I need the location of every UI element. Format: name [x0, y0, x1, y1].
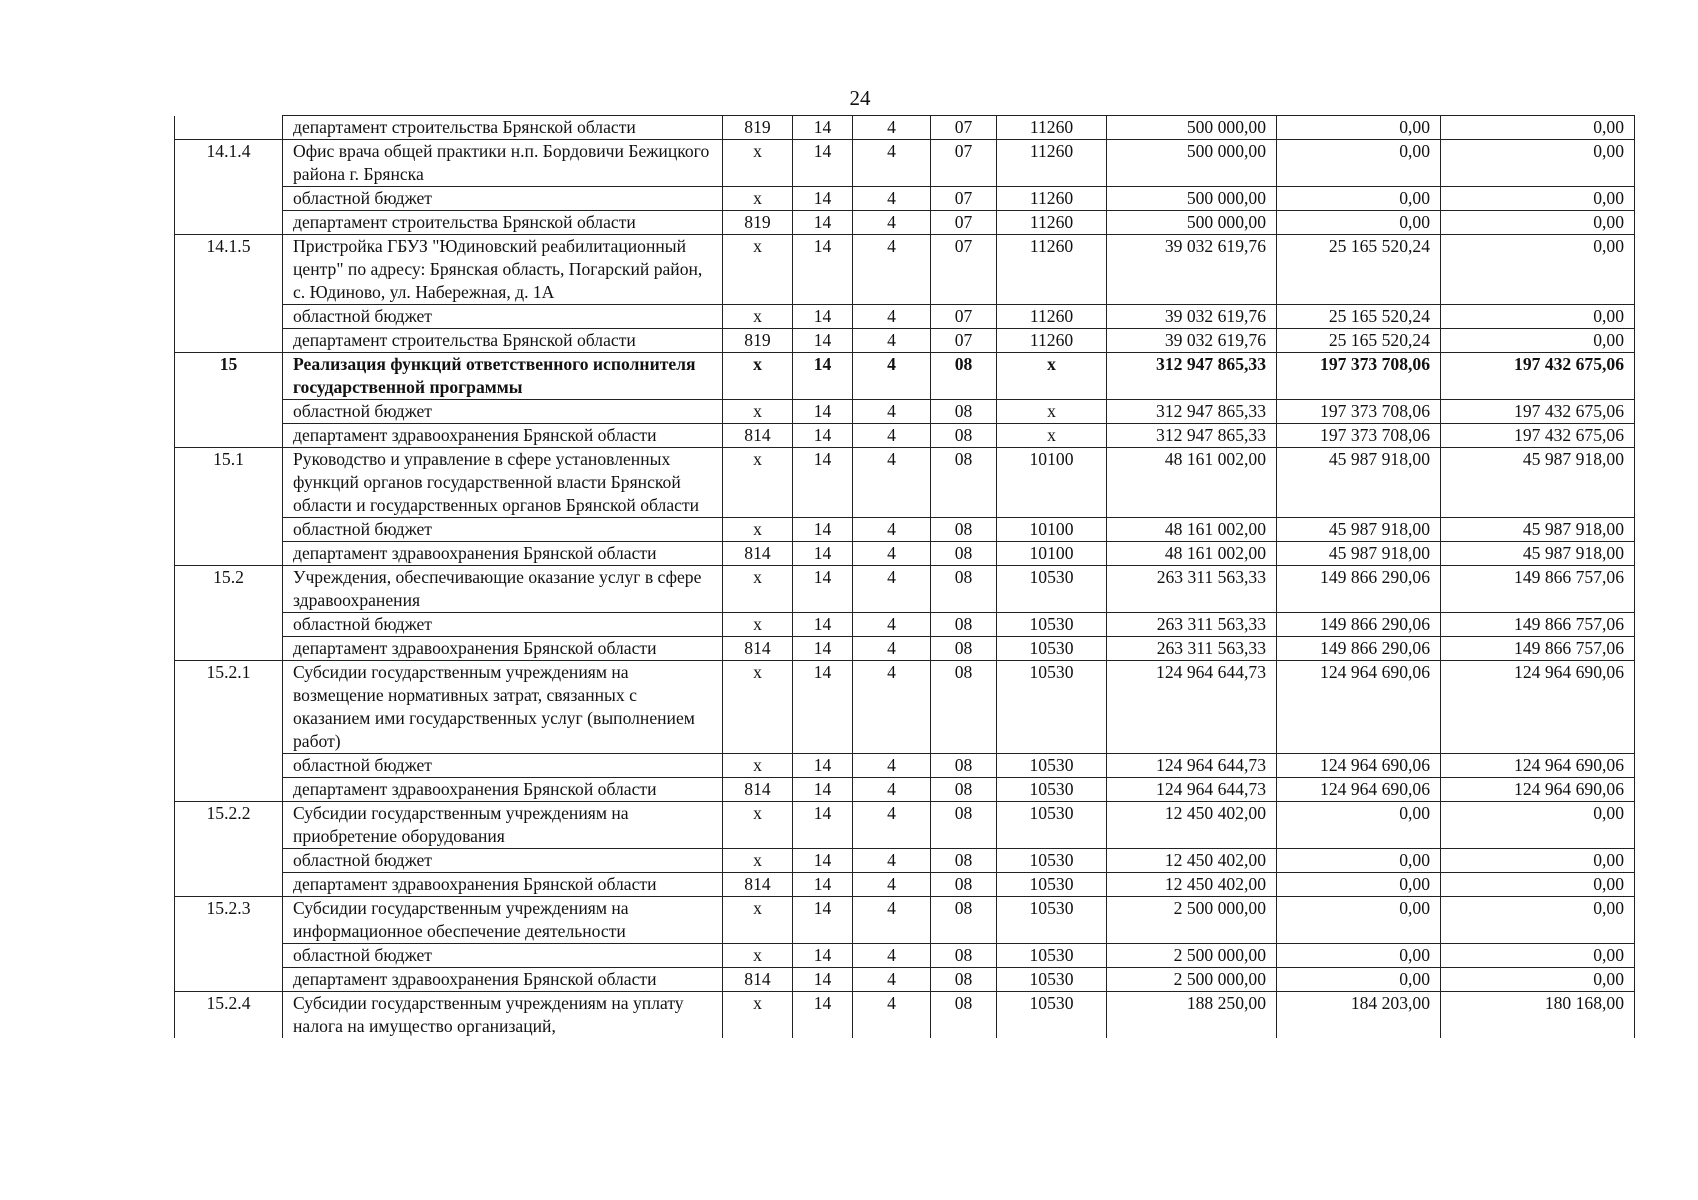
row-number-cell: 15.2.3 [175, 897, 283, 944]
amount-year3-cell: 0,00 [1441, 140, 1635, 187]
admin-code-cell: х [723, 235, 793, 305]
table-row [175, 518, 1635, 542]
table-row [175, 849, 1635, 873]
amount-year1-cell: 12 450 402,00 [1107, 873, 1277, 897]
admin-code-cell: 819 [723, 211, 793, 235]
subprogram-code-cell: 4 [853, 661, 931, 754]
direction-code-cell: 10530 [997, 637, 1107, 661]
row-name-cell: департамент строительства Брянской области [283, 211, 723, 235]
row-number-cell: 14.1.4 [175, 140, 283, 187]
amount-year2-cell: 45 987 918,00 [1277, 518, 1441, 542]
row-name-cell: областной бюджет [283, 305, 723, 329]
row-name-cell: областной бюджет [283, 754, 723, 778]
amount-year1-cell: 188 250,00 [1107, 992, 1277, 1039]
amount-year1-cell: 12 450 402,00 [1107, 802, 1277, 849]
main-event-code-cell: 08 [931, 992, 997, 1039]
direction-code-cell: х [997, 353, 1107, 400]
program-code-cell: 14 [793, 518, 853, 542]
admin-code-cell: х [723, 849, 793, 873]
main-event-code-cell: 07 [931, 329, 997, 353]
table-row [175, 968, 1635, 992]
page-number: 24 [849, 86, 871, 110]
subprogram-code-cell: 4 [853, 802, 931, 849]
row-number-cell: 15.2.1 [175, 661, 283, 754]
amount-year2-cell: 0,00 [1277, 897, 1441, 944]
amount-year3-cell: 0,00 [1441, 116, 1635, 140]
row-number-cell [175, 637, 283, 661]
subprogram-code-cell: 4 [853, 211, 931, 235]
amount-year3-cell: 149 866 757,06 [1441, 613, 1635, 637]
direction-code-cell: 11260 [997, 235, 1107, 305]
subprogram-code-cell: 4 [853, 424, 931, 448]
admin-code-cell: 814 [723, 424, 793, 448]
amount-year1-cell: 48 161 002,00 [1107, 448, 1277, 518]
amount-year3-cell: 45 987 918,00 [1441, 542, 1635, 566]
amount-year1-cell: 263 311 563,33 [1107, 613, 1277, 637]
admin-code-cell: 814 [723, 873, 793, 897]
direction-code-cell: 11260 [997, 305, 1107, 329]
table-row [175, 613, 1635, 637]
main-event-code-cell: 08 [931, 778, 997, 802]
program-code-cell: 14 [793, 187, 853, 211]
row-number-cell: 15.2 [175, 566, 283, 613]
main-event-code-cell: 08 [931, 849, 997, 873]
amount-year3-cell: 0,00 [1441, 849, 1635, 873]
main-event-code-cell: 07 [931, 235, 997, 305]
program-code-cell: 14 [793, 754, 853, 778]
direction-code-cell: 10530 [997, 661, 1107, 754]
admin-code-cell: х [723, 400, 793, 424]
direction-code-cell: 10100 [997, 448, 1107, 518]
subprogram-code-cell: 4 [853, 637, 931, 661]
amount-year3-cell: 0,00 [1441, 802, 1635, 849]
program-code-cell: 14 [793, 613, 853, 637]
main-event-code-cell: 07 [931, 211, 997, 235]
amount-year2-cell: 0,00 [1277, 187, 1441, 211]
amount-year2-cell: 45 987 918,00 [1277, 542, 1441, 566]
direction-code-cell: 10100 [997, 542, 1107, 566]
subprogram-code-cell: 4 [853, 944, 931, 968]
main-event-code-cell: 08 [931, 968, 997, 992]
amount-year1-cell: 39 032 619,76 [1107, 235, 1277, 305]
subprogram-code-cell: 4 [853, 897, 931, 944]
amount-year2-cell: 25 165 520,24 [1277, 329, 1441, 353]
table-row [175, 542, 1635, 566]
direction-code-cell: х [997, 424, 1107, 448]
row-name-cell: департамент здравоохранения Брянской области [283, 778, 723, 802]
program-code-cell: 14 [793, 778, 853, 802]
table-row [175, 305, 1635, 329]
direction-code-cell: 10530 [997, 944, 1107, 968]
amount-year1-cell: 500 000,00 [1107, 140, 1277, 187]
admin-code-cell: х [723, 305, 793, 329]
admin-code-cell: х [723, 992, 793, 1039]
budget-table [174, 115, 1635, 1038]
row-name-cell: областной бюджет [283, 187, 723, 211]
main-event-code-cell: 08 [931, 944, 997, 968]
subprogram-code-cell: 4 [853, 613, 931, 637]
amount-year2-cell: 124 964 690,06 [1277, 778, 1441, 802]
subprogram-code-cell: 4 [853, 873, 931, 897]
program-code-cell: 14 [793, 211, 853, 235]
main-event-code-cell: 07 [931, 305, 997, 329]
admin-code-cell: 814 [723, 968, 793, 992]
table-row [175, 187, 1635, 211]
subprogram-code-cell: 4 [853, 353, 931, 400]
amount-year2-cell: 25 165 520,24 [1277, 235, 1441, 305]
subprogram-code-cell: 4 [853, 542, 931, 566]
amount-year3-cell: 180 168,00 [1441, 992, 1635, 1039]
row-number-cell [175, 542, 283, 566]
row-name-cell: Субсидии государственным учреждениям на уплату налога на имущество организаций, [283, 992, 723, 1039]
direction-code-cell: 11260 [997, 187, 1107, 211]
row-name-cell: Субсидии государственным учреждениям на приобретение оборудования [283, 802, 723, 849]
row-number-cell: 15.1 [175, 448, 283, 518]
amount-year1-cell: 2 500 000,00 [1107, 897, 1277, 944]
main-event-code-cell: 08 [931, 897, 997, 944]
amount-year2-cell: 0,00 [1277, 116, 1441, 140]
table-row [175, 424, 1635, 448]
subprogram-code-cell: 4 [853, 235, 931, 305]
table-row [175, 211, 1635, 235]
amount-year3-cell: 0,00 [1441, 329, 1635, 353]
row-name-cell: областной бюджет [283, 518, 723, 542]
table-row [175, 400, 1635, 424]
main-event-code-cell: 08 [931, 802, 997, 849]
amount-year3-cell: 0,00 [1441, 968, 1635, 992]
row-name-cell: департамент строительства Брянской области [283, 116, 723, 140]
program-code-cell: 14 [793, 992, 853, 1039]
row-name-cell: Реализация функций ответственного исполнителя государственной программы [283, 353, 723, 400]
subprogram-code-cell: 4 [853, 849, 931, 873]
amount-year3-cell: 0,00 [1441, 305, 1635, 329]
amount-year3-cell: 149 866 757,06 [1441, 637, 1635, 661]
amount-year3-cell: 0,00 [1441, 235, 1635, 305]
table-row [175, 992, 1635, 1039]
table-row [175, 661, 1635, 754]
amount-year3-cell: 0,00 [1441, 873, 1635, 897]
subprogram-code-cell: 4 [853, 518, 931, 542]
admin-code-cell: х [723, 140, 793, 187]
program-code-cell: 14 [793, 400, 853, 424]
main-event-code-cell: 08 [931, 424, 997, 448]
direction-code-cell: 10530 [997, 754, 1107, 778]
program-code-cell: 14 [793, 802, 853, 849]
direction-code-cell: 10530 [997, 968, 1107, 992]
row-name-cell: Субсидии государственным учреждениям на возмещение нормативных затрат, связанных с оказанием ими государственных услуг (выполнением работ) [283, 661, 723, 754]
row-number-cell [175, 400, 283, 424]
subprogram-code-cell: 4 [853, 400, 931, 424]
row-name-cell: Офис врача общей практики н.п. Бордовичи Бежицкого района г. Брянска [283, 140, 723, 187]
amount-year2-cell: 124 964 690,06 [1277, 754, 1441, 778]
program-code-cell: 14 [793, 849, 853, 873]
row-number-cell [175, 305, 283, 329]
amount-year2-cell: 197 373 708,06 [1277, 424, 1441, 448]
amount-year3-cell: 45 987 918,00 [1441, 448, 1635, 518]
program-code-cell: 14 [793, 235, 853, 305]
row-number-cell [175, 778, 283, 802]
subprogram-code-cell: 4 [853, 116, 931, 140]
direction-code-cell: 10530 [997, 802, 1107, 849]
row-number-cell: 15.2.2 [175, 802, 283, 849]
row-name-cell: департамент здравоохранения Брянской области [283, 968, 723, 992]
amount-year1-cell: 312 947 865,33 [1107, 424, 1277, 448]
admin-code-cell: х [723, 754, 793, 778]
program-code-cell: 14 [793, 566, 853, 613]
amount-year1-cell: 124 964 644,73 [1107, 754, 1277, 778]
amount-year3-cell: 197 432 675,06 [1441, 353, 1635, 400]
admin-code-cell: х [723, 802, 793, 849]
table-row [175, 353, 1635, 400]
direction-code-cell: 10530 [997, 849, 1107, 873]
direction-code-cell: 11260 [997, 211, 1107, 235]
row-number-cell [175, 754, 283, 778]
amount-year2-cell: 0,00 [1277, 140, 1441, 187]
row-name-cell: Пристройка ГБУЗ "Юдиновский реабилитационный центр" по адресу: Брянская область, Погарский район, с. Юдиново, ул. Набережная, д. 1А [283, 235, 723, 305]
row-number-cell: 14.1.5 [175, 235, 283, 305]
main-event-code-cell: 08 [931, 637, 997, 661]
admin-code-cell: х [723, 897, 793, 944]
program-code-cell: 14 [793, 448, 853, 518]
admin-code-cell: 814 [723, 637, 793, 661]
row-number-cell [175, 944, 283, 968]
table-row [175, 944, 1635, 968]
amount-year3-cell: 197 432 675,06 [1441, 400, 1635, 424]
amount-year2-cell: 149 866 290,06 [1277, 637, 1441, 661]
amount-year1-cell: 2 500 000,00 [1107, 944, 1277, 968]
amount-year2-cell: 0,00 [1277, 873, 1441, 897]
amount-year3-cell: 124 964 690,06 [1441, 754, 1635, 778]
direction-code-cell: 10530 [997, 778, 1107, 802]
direction-code-cell: 10530 [997, 613, 1107, 637]
main-event-code-cell: 08 [931, 400, 997, 424]
amount-year1-cell: 39 032 619,76 [1107, 329, 1277, 353]
amount-year2-cell: 197 373 708,06 [1277, 353, 1441, 400]
main-event-code-cell: 08 [931, 661, 997, 754]
admin-code-cell: х [723, 944, 793, 968]
main-event-code-cell: 07 [931, 140, 997, 187]
main-event-code-cell: 07 [931, 187, 997, 211]
subprogram-code-cell: 4 [853, 448, 931, 518]
program-code-cell: 14 [793, 897, 853, 944]
main-event-code-cell: 08 [931, 873, 997, 897]
subprogram-code-cell: 4 [853, 968, 931, 992]
admin-code-cell: 814 [723, 542, 793, 566]
direction-code-cell: 11260 [997, 140, 1107, 187]
program-code-cell: 14 [793, 305, 853, 329]
amount-year1-cell: 500 000,00 [1107, 116, 1277, 140]
row-name-cell: департамент здравоохранения Брянской области [283, 637, 723, 661]
amount-year3-cell: 124 964 690,06 [1441, 661, 1635, 754]
table-row [175, 802, 1635, 849]
row-name-cell: Субсидии государственным учреждениям на информационное обеспечение деятельности [283, 897, 723, 944]
admin-code-cell: 819 [723, 116, 793, 140]
amount-year1-cell: 48 161 002,00 [1107, 518, 1277, 542]
subprogram-code-cell: 4 [853, 566, 931, 613]
main-event-code-cell: 08 [931, 542, 997, 566]
subprogram-code-cell: 4 [853, 187, 931, 211]
amount-year1-cell: 312 947 865,33 [1107, 400, 1277, 424]
subprogram-code-cell: 4 [853, 754, 931, 778]
program-code-cell: 14 [793, 661, 853, 754]
subprogram-code-cell: 4 [853, 992, 931, 1039]
row-number-cell [175, 187, 283, 211]
amount-year3-cell: 124 964 690,06 [1441, 778, 1635, 802]
table-row [175, 140, 1635, 187]
program-code-cell: 14 [793, 542, 853, 566]
row-name-cell: областной бюджет [283, 849, 723, 873]
amount-year1-cell: 312 947 865,33 [1107, 353, 1277, 400]
admin-code-cell: х [723, 613, 793, 637]
program-code-cell: 14 [793, 329, 853, 353]
main-event-code-cell: 08 [931, 754, 997, 778]
subprogram-code-cell: 4 [853, 329, 931, 353]
admin-code-cell: х [723, 353, 793, 400]
row-name-cell: Руководство и управление в сфере установленных функций органов государственной власти Брянской области и государственных органов Брянской области [283, 448, 723, 518]
program-code-cell: 14 [793, 637, 853, 661]
row-number-cell [175, 329, 283, 353]
row-number-cell: 15.2.4 [175, 992, 283, 1039]
amount-year1-cell: 39 032 619,76 [1107, 305, 1277, 329]
row-name-cell: департамент здравоохранения Брянской области [283, 873, 723, 897]
subprogram-code-cell: 4 [853, 778, 931, 802]
amount-year2-cell: 184 203,00 [1277, 992, 1441, 1039]
direction-code-cell: 10530 [997, 897, 1107, 944]
amount-year2-cell: 124 964 690,06 [1277, 661, 1441, 754]
program-code-cell: 14 [793, 968, 853, 992]
direction-code-cell: х [997, 400, 1107, 424]
amount-year1-cell: 263 311 563,33 [1107, 637, 1277, 661]
amount-year1-cell: 500 000,00 [1107, 187, 1277, 211]
program-code-cell: 14 [793, 873, 853, 897]
direction-code-cell: 10100 [997, 518, 1107, 542]
amount-year2-cell: 0,00 [1277, 968, 1441, 992]
amount-year3-cell: 0,00 [1441, 944, 1635, 968]
amount-year3-cell: 0,00 [1441, 187, 1635, 211]
amount-year2-cell: 149 866 290,06 [1277, 566, 1441, 613]
program-code-cell: 14 [793, 116, 853, 140]
table-row [175, 754, 1635, 778]
direction-code-cell: 11260 [997, 329, 1107, 353]
amount-year2-cell: 197 373 708,06 [1277, 400, 1441, 424]
amount-year2-cell: 0,00 [1277, 849, 1441, 873]
table-row [175, 329, 1635, 353]
row-number-cell [175, 116, 283, 140]
row-name-cell: Учреждения, обеспечивающие оказание услуг в сфере здравоохранения [283, 566, 723, 613]
row-name-cell: областной бюджет [283, 400, 723, 424]
row-name-cell: департамент строительства Брянской области [283, 329, 723, 353]
table-body [175, 116, 1635, 1039]
main-event-code-cell: 07 [931, 116, 997, 140]
amount-year1-cell: 263 311 563,33 [1107, 566, 1277, 613]
amount-year2-cell: 25 165 520,24 [1277, 305, 1441, 329]
amount-year3-cell: 149 866 757,06 [1441, 566, 1635, 613]
program-code-cell: 14 [793, 424, 853, 448]
main-event-code-cell: 08 [931, 353, 997, 400]
admin-code-cell: х [723, 518, 793, 542]
subprogram-code-cell: 4 [853, 305, 931, 329]
table-row [175, 566, 1635, 613]
amount-year1-cell: 124 964 644,73 [1107, 661, 1277, 754]
row-number-cell [175, 849, 283, 873]
direction-code-cell: 10530 [997, 566, 1107, 613]
direction-code-cell: 10530 [997, 873, 1107, 897]
row-name-cell: департамент здравоохранения Брянской области [283, 424, 723, 448]
table-row [175, 873, 1635, 897]
table-row [175, 448, 1635, 518]
program-code-cell: 14 [793, 353, 853, 400]
amount-year2-cell: 0,00 [1277, 211, 1441, 235]
row-number-cell [175, 424, 283, 448]
amount-year3-cell: 0,00 [1441, 897, 1635, 944]
amount-year1-cell: 48 161 002,00 [1107, 542, 1277, 566]
amount-year2-cell: 0,00 [1277, 944, 1441, 968]
row-name-cell: департамент здравоохранения Брянской области [283, 542, 723, 566]
table-row [175, 897, 1635, 944]
program-code-cell: 14 [793, 944, 853, 968]
admin-code-cell: х [723, 187, 793, 211]
row-number-cell [175, 613, 283, 637]
admin-code-cell: х [723, 448, 793, 518]
table-row [175, 637, 1635, 661]
program-code-cell: 14 [793, 140, 853, 187]
main-event-code-cell: 08 [931, 613, 997, 637]
amount-year1-cell: 500 000,00 [1107, 211, 1277, 235]
main-event-code-cell: 08 [931, 448, 997, 518]
table-row [175, 116, 1635, 140]
amount-year1-cell: 2 500 000,00 [1107, 968, 1277, 992]
amount-year2-cell: 149 866 290,06 [1277, 613, 1441, 637]
main-event-code-cell: 08 [931, 518, 997, 542]
row-number-cell [175, 873, 283, 897]
direction-code-cell: 11260 [997, 116, 1107, 140]
row-number-cell [175, 968, 283, 992]
amount-year2-cell: 0,00 [1277, 802, 1441, 849]
row-number-cell [175, 518, 283, 542]
admin-code-cell: 814 [723, 778, 793, 802]
amount-year2-cell: 45 987 918,00 [1277, 448, 1441, 518]
direction-code-cell: 10530 [997, 992, 1107, 1039]
amount-year3-cell: 0,00 [1441, 211, 1635, 235]
admin-code-cell: х [723, 566, 793, 613]
row-number-cell: 15 [175, 353, 283, 400]
row-name-cell: областной бюджет [283, 944, 723, 968]
amount-year1-cell: 12 450 402,00 [1107, 849, 1277, 873]
table-row [175, 235, 1635, 305]
main-event-code-cell: 08 [931, 566, 997, 613]
row-number-cell [175, 211, 283, 235]
amount-year1-cell: 124 964 644,73 [1107, 778, 1277, 802]
admin-code-cell: 819 [723, 329, 793, 353]
row-name-cell: областной бюджет [283, 613, 723, 637]
amount-year3-cell: 45 987 918,00 [1441, 518, 1635, 542]
admin-code-cell: х [723, 661, 793, 754]
table-row [175, 778, 1635, 802]
amount-year3-cell: 197 432 675,06 [1441, 424, 1635, 448]
subprogram-code-cell: 4 [853, 140, 931, 187]
